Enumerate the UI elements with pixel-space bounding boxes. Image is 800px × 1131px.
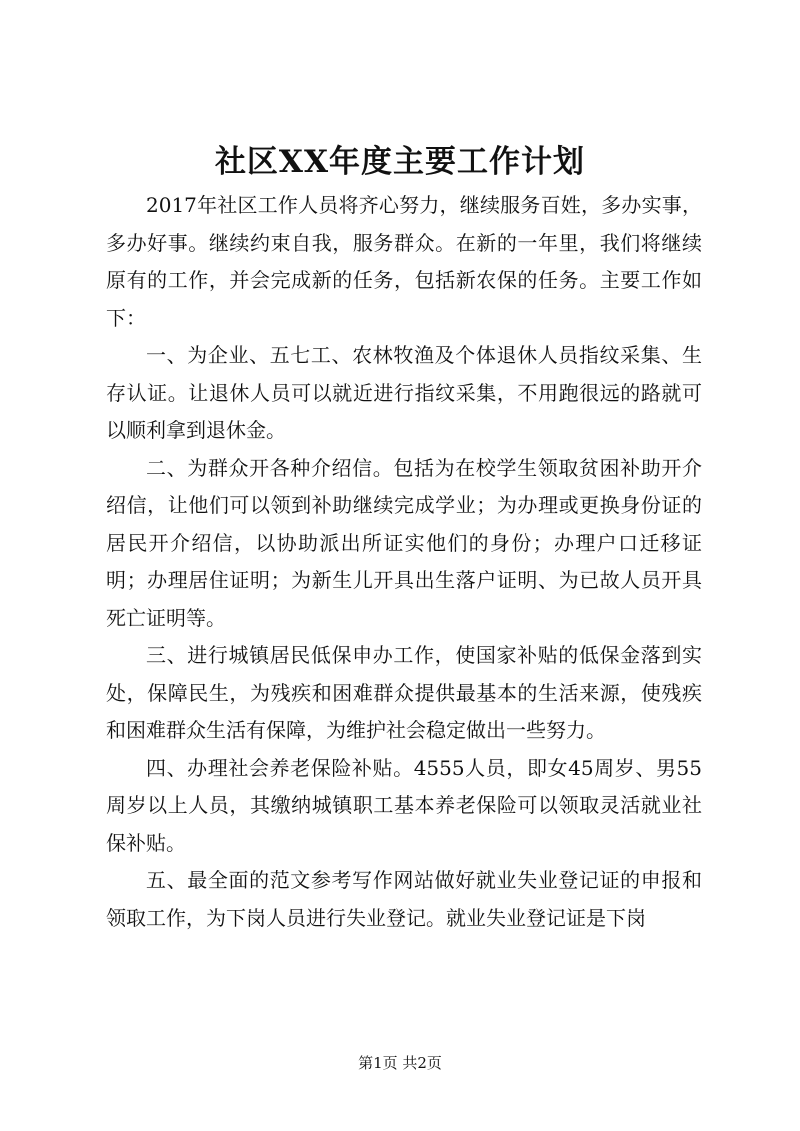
document-title: 社区XX年度主要工作计划	[214, 144, 586, 180]
paragraph-item-4: 四、办理社会养老保险补贴。4555人员，即女45周岁、男55周岁以上人员，其缴纳城镇职工基本养老保险可以领取灵活就业社保补贴。	[106, 755, 702, 855]
paragraph-item-3: 三、进行城镇居民低保申办工作，使国家补贴的低保金落到实处，保障民生，为残疾和困难群众提供最基本的生活来源，使残疾和困难群众生活有保障，为维护社会稳定做出一些努力。	[106, 643, 702, 742]
paragraph-intro: 2017年社区工作人员将齐心努力，继续服务百姓，多办实事，多办好事。继续约束自我，服务群众。在新的一年里，我们将继续原有的工作，并会完成新的任务，包括新农保的任务。主要工作如下：	[106, 193, 702, 330]
document-body	[106, 187, 702, 937]
paragraph-item-2: 二、为群众开各种介绍信。包括为在校学生领取贫困补助开介绍信，让他们可以领到补助继续完成学业；为办理或更换身份证的居民开介绍信，以协助派出所证实他们的身份；办理户口迁移证明；办理居住证明；为新生儿开具出生落户证明、为已故人员开具死亡证明等。	[106, 455, 702, 630]
page-number-footer: 第1页 共2页	[358, 1054, 442, 1072]
paragraph-item-1: 一、为企业、五七工、农林牧渔及个体退休人员指纹采集、生存认证。让退休人员可以就近进行指纹采集，不用跑很远的路就可以顺利拿到退休金。	[106, 343, 702, 442]
paragraph-item-5: 五、最全面的范文参考写作网站做好就业失业登记证的申报和领取工作，为下岗人员进行失业登记。就业失业登记证是下岗	[106, 868, 702, 930]
